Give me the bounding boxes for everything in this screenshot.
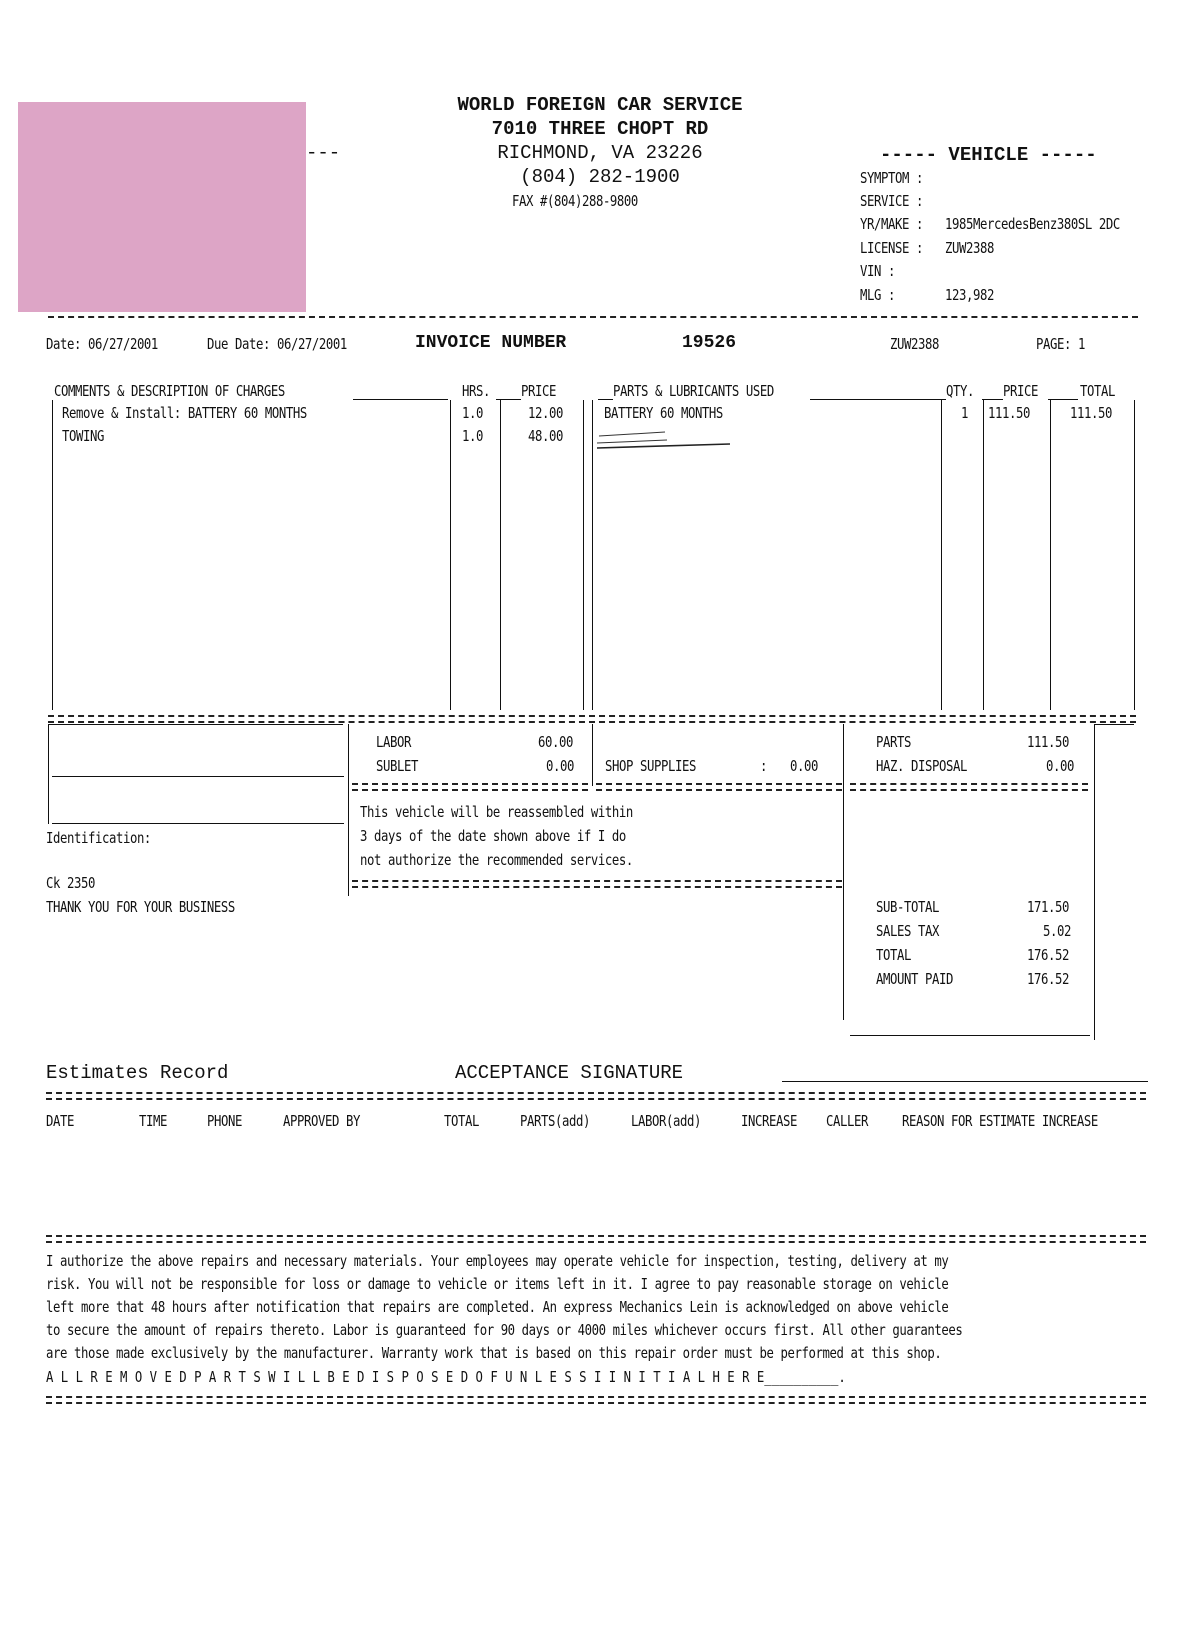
col-qty: QTY. xyxy=(946,382,974,400)
estimates-title: Estimates Record xyxy=(46,1062,229,1084)
part-name: BATTERY 60 MONTHS xyxy=(604,404,723,422)
sublet-amount: 0.00 xyxy=(546,757,574,775)
service-label: SERVICE : xyxy=(860,192,923,210)
summary-box-line xyxy=(592,724,593,786)
shop-supplies-amount: 0.00 xyxy=(790,757,818,775)
parts-amount: 111.50 xyxy=(1027,733,1069,751)
totals-box-line xyxy=(1094,724,1134,725)
shop-name: WORLD FOREIGN CAR SERVICE xyxy=(457,94,743,116)
estimate-col: TOTAL xyxy=(444,1112,479,1130)
totals-bottom-line xyxy=(850,1035,1090,1036)
left-dashes: --- xyxy=(306,142,341,164)
signature-line xyxy=(48,724,343,725)
grid-line xyxy=(450,400,451,710)
estimates-divider xyxy=(46,1092,1146,1100)
disposal-initial-line[interactable]: A L L R E M O V E D P A R T S W I L L B E D I S P O S E D O F U N L E S S I I N I T I A L H E R E__________. xyxy=(46,1368,846,1386)
total-amount: 176.52 xyxy=(1027,946,1069,964)
authorization-line: to secure the amount of repairs thereto. Labor is guaranteed for 90 days or 4000 miles whichever occurs first. All other guarantees xyxy=(46,1321,963,1339)
charge-description: Remove & Install: BATTERY 60 MONTHS xyxy=(62,404,307,422)
invoice-plate: ZUW2388 xyxy=(890,335,939,353)
vehicle-heading: ----- VEHICLE ----- xyxy=(880,144,1097,166)
header-divider xyxy=(48,316,1138,318)
acceptance-signature-label: ACCEPTANCE SIGNATURE xyxy=(455,1062,684,1084)
col-total: TOTAL xyxy=(1080,382,1115,400)
symptom-label: SYMPTOM : xyxy=(860,169,923,187)
col-parts: PARTS & LUBRICANTS USED xyxy=(613,382,774,400)
part-qty: 1 xyxy=(961,404,968,422)
total-label: TOTAL xyxy=(876,946,911,964)
estimate-col: PARTS(add) xyxy=(520,1112,590,1130)
grid-line xyxy=(52,400,53,710)
shop-supplies-colon: : xyxy=(760,757,767,775)
labor-amount: 60.00 xyxy=(538,733,573,751)
shop-street: 7010 THREE CHOPT RD xyxy=(491,118,709,140)
summary-divider xyxy=(596,783,842,791)
amount-paid-label: AMOUNT PAID xyxy=(876,970,953,988)
sublet-label: SUBLET xyxy=(376,757,418,775)
table-divider xyxy=(48,715,1136,723)
invoice-date: Date: 06/27/2001 xyxy=(46,335,158,353)
notice-line: 3 days of the date shown above if I do xyxy=(360,827,626,845)
parts-label: PARTS xyxy=(876,733,911,751)
charge-price: 12.00 xyxy=(528,404,563,422)
thank-you: THANK YOU FOR YOUR BUSINESS xyxy=(46,898,235,916)
col-comments: COMMENTS & DESCRIPTION OF CHARGES xyxy=(54,382,285,400)
header-underline xyxy=(982,399,1003,400)
totals-box-line xyxy=(1094,724,1095,1040)
col-hrs: HRS. xyxy=(462,382,490,400)
labor-label: LABOR xyxy=(376,733,411,751)
signature-box-line xyxy=(48,724,49,824)
invoice-due-date: Due Date: 06/27/2001 xyxy=(207,335,347,353)
grid-line xyxy=(592,400,593,710)
estimate-col: DATE xyxy=(46,1112,74,1130)
charge-hrs: 1.0 xyxy=(462,427,483,445)
shop-fax-wrap xyxy=(512,192,666,210)
mlg-value: 123,982 xyxy=(945,286,994,304)
shop-fax: FAX #(804)288-9800 xyxy=(512,192,638,210)
haz-disposal-amount: 0.00 xyxy=(1046,757,1074,775)
col-part-price: PRICE xyxy=(1003,382,1038,400)
yrmake-value: 1985MercedesBenz380SL 2DC xyxy=(945,215,1120,233)
invoice-number-label: INVOICE NUMBER xyxy=(415,333,567,353)
identification-label: Identification: xyxy=(46,829,151,847)
check-number: Ck 2350 xyxy=(46,874,95,892)
totals-divider xyxy=(850,783,1088,791)
estimate-col: LABOR(add) xyxy=(631,1112,701,1130)
part-price: 111.50 xyxy=(988,404,1030,422)
estimate-col: TIME xyxy=(139,1112,167,1130)
license-value: ZUW2388 xyxy=(945,239,994,257)
shop-phone: (804) 282-1900 xyxy=(520,166,680,188)
summary-box-line xyxy=(843,724,844,1020)
sales-tax-amount: 5.02 xyxy=(1043,922,1071,940)
invoice-number: 19526 xyxy=(682,333,737,353)
estimate-col: REASON FOR ESTIMATE INCREASE xyxy=(902,1112,1098,1130)
part-total: 111.50 xyxy=(1070,404,1112,422)
grid-line xyxy=(983,400,984,710)
charge-price: 48.00 xyxy=(528,427,563,445)
signature-line xyxy=(52,776,344,777)
notice-divider xyxy=(352,880,842,888)
authorization-line: I authorize the above repairs and necessary materials. Your employees may operate vehicle for inspection, testing, delivery at my xyxy=(46,1252,949,1270)
summary-divider xyxy=(352,783,588,791)
invoice-page: PAGE: 1 xyxy=(1036,335,1085,353)
grid-line xyxy=(583,400,584,710)
summary-box-line xyxy=(348,724,349,896)
estimate-col: INCREASE xyxy=(741,1112,797,1130)
charge-hrs: 1.0 xyxy=(462,404,483,422)
authorization-top-divider xyxy=(46,1235,1146,1243)
header-underline xyxy=(810,399,946,400)
shop-supplies-label: SHOP SUPPLIES xyxy=(605,757,696,775)
mlg-label: MLG : xyxy=(860,286,895,304)
shop-city: RICHMOND, VA 23226 xyxy=(497,142,703,164)
subtotal-amount: 171.50 xyxy=(1027,898,1069,916)
grid-line xyxy=(941,400,942,710)
authorization-line: left more that 48 hours after notification that repairs are completed. An express Mechanics Lein is acknowledged on above vehicle xyxy=(46,1298,949,1316)
pen-mark xyxy=(595,428,735,454)
authorization-line: are those made exclusively by the manufacturer. Warranty work that is based on this repair order must be performed at this shop. xyxy=(46,1344,942,1362)
sales-tax-label: SALES TAX xyxy=(876,922,939,940)
authorization-line: risk. You will not be responsible for loss or damage to vehicle or items left in it. I agree to pay reasonable storage on vehicle xyxy=(46,1275,949,1293)
grid-line xyxy=(500,400,501,710)
estimate-col: CALLER xyxy=(826,1112,868,1130)
subtotal-label: SUB-TOTAL xyxy=(876,898,939,916)
header-underline xyxy=(353,399,448,400)
charge-description: TOWING xyxy=(62,427,104,445)
haz-disposal-label: HAZ. DISPOSAL xyxy=(876,757,967,775)
grid-line xyxy=(1134,400,1135,710)
estimate-col: PHONE xyxy=(207,1112,242,1130)
amount-paid-amount: 176.52 xyxy=(1027,970,1069,988)
vin-label: VIN : xyxy=(860,262,895,280)
authorization-bottom-divider xyxy=(46,1396,1146,1404)
notice-line: not authorize the recommended services. xyxy=(360,851,633,869)
header-underline xyxy=(598,399,613,400)
col-price: PRICE xyxy=(521,382,556,400)
license-label: LICENSE : xyxy=(860,239,923,257)
grid-line xyxy=(1050,400,1051,710)
signature-line xyxy=(52,823,344,824)
yrmake-label: YR/MAKE : xyxy=(860,215,923,233)
header-underline xyxy=(1048,399,1078,400)
notice-line: This vehicle will be reassembled within xyxy=(360,803,633,821)
estimate-col: APPROVED BY xyxy=(283,1112,360,1130)
acceptance-signature-line[interactable] xyxy=(782,1081,1148,1082)
